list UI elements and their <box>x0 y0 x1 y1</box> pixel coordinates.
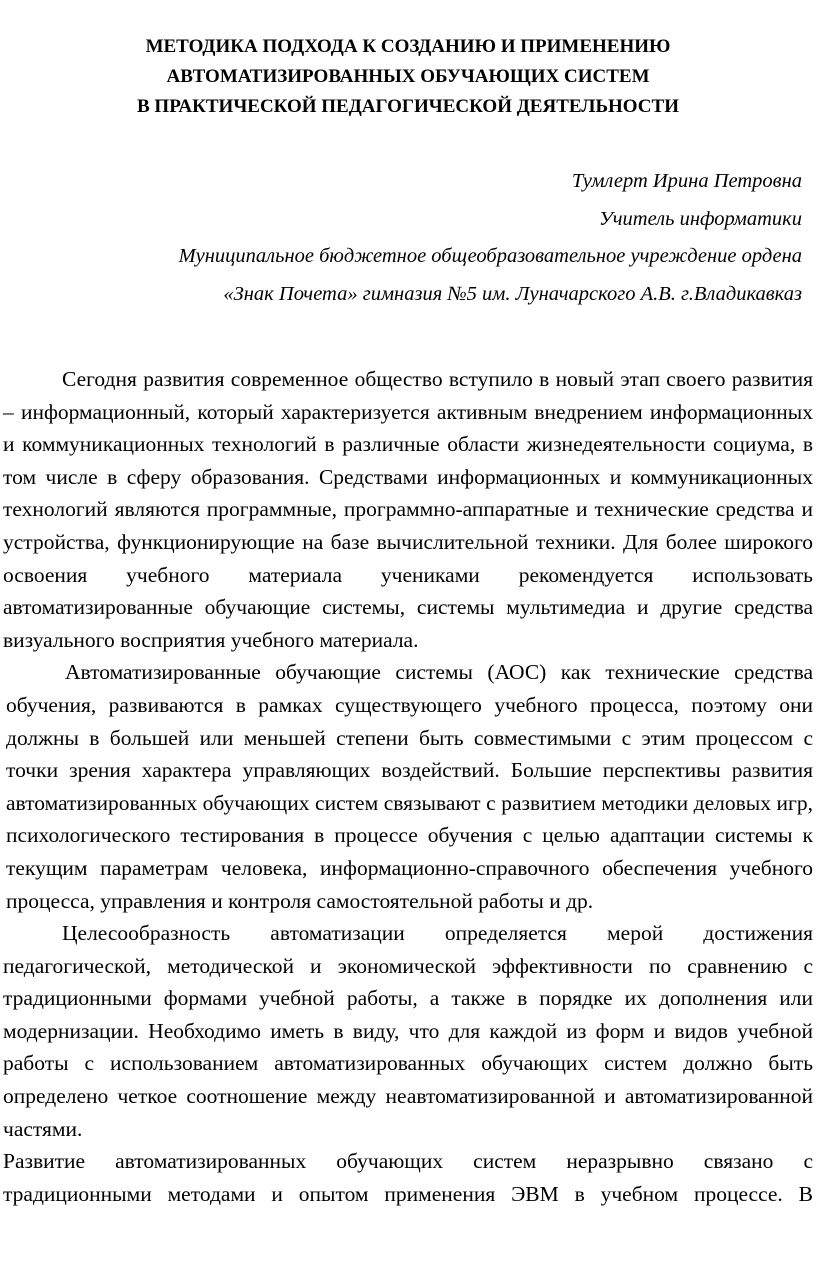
document-body <box>3 363 813 1210</box>
paragraph-3: Целесообразность автоматизации определяется мерой достижения педагогической, методической и экономической эффективности по сравнению с традиционными формами учебной работы, а также в порядке их дополнения или модернизации. Необходимо иметь в виду, что для каждой из форм и видов учебной работы с использованием автоматизированных обучающих систем должно быть определено четкое соотношение между неавтоматизированной и автоматизированной частями. <box>3 921 813 1141</box>
author-block <box>12 163 802 313</box>
title-line-3: В ПРАКТИЧЕСКОЙ ПЕДАГОГИЧЕСКОЙ ДЕЯТЕЛЬНОСТИ <box>137 96 679 117</box>
paragraph-2: Автоматизированные обучающие системы (АОС) как технические средства обучения, развиваются в рамках существующего учебного процесса, поэтому они должны в большей или меньшей степени быть совместимыми с этим процессом с точки зрения характера управляющих воздействий. Большие перспективы развития автоматизированных обучающих систем связывают с развитием методики деловых игр, психологического тестирования в процессе обучения с целью адаптации системы к текущим параметрам человека, информационно-справочного обеспечения учебного процесса, управления и контроля самостоятельной работы и др. <box>6 660 813 913</box>
paragraph-4: Развитие автоматизированных обучающих систем неразрывно связано с традиционными методами и опытом применения ЭВМ в учебном процессе. В <box>3 1149 813 1206</box>
author-organization-line-2: «Знак Почета» гимназия №5 им. Луначарского А.В. г.Владикавказ <box>223 282 802 305</box>
author-name: Тумлерт Ирина Петровна <box>571 170 802 192</box>
title-line-1: МЕТОДИКА ПОДХОДА К СОЗДАНИЮ И ПРИМЕНЕНИЮ <box>145 36 671 57</box>
author-position: Учитель информатики <box>598 207 802 230</box>
author-organization-line-1: Муниципальное бюджетное общеобразовательное учреждение ордена <box>178 245 802 267</box>
document-title <box>20 32 796 122</box>
title-line-2: АВТОМАТИЗИРОВАННЫХ ОБУЧАЮЩИХ СИСТЕМ <box>166 66 650 87</box>
paragraph-1: Сегодня развития современное общество вступило в новый этап своего развития – информационный, который характеризуется активным внедрением информационных и коммуникационных технологий в различные области жизнедеятельности социума, в том числе в сферу образования. Средствами информационных и коммуникационных технологий являются программные, программно-аппаратные и технические средства и устройства, функционирующие на базе вычислительной техники. Для более широкого освоения учебного материала учениками рекомендуется использовать автоматизированные обучающие системы, системы мультимедиа и другие средства визуального восприятия учебного материала. <box>3 367 813 652</box>
